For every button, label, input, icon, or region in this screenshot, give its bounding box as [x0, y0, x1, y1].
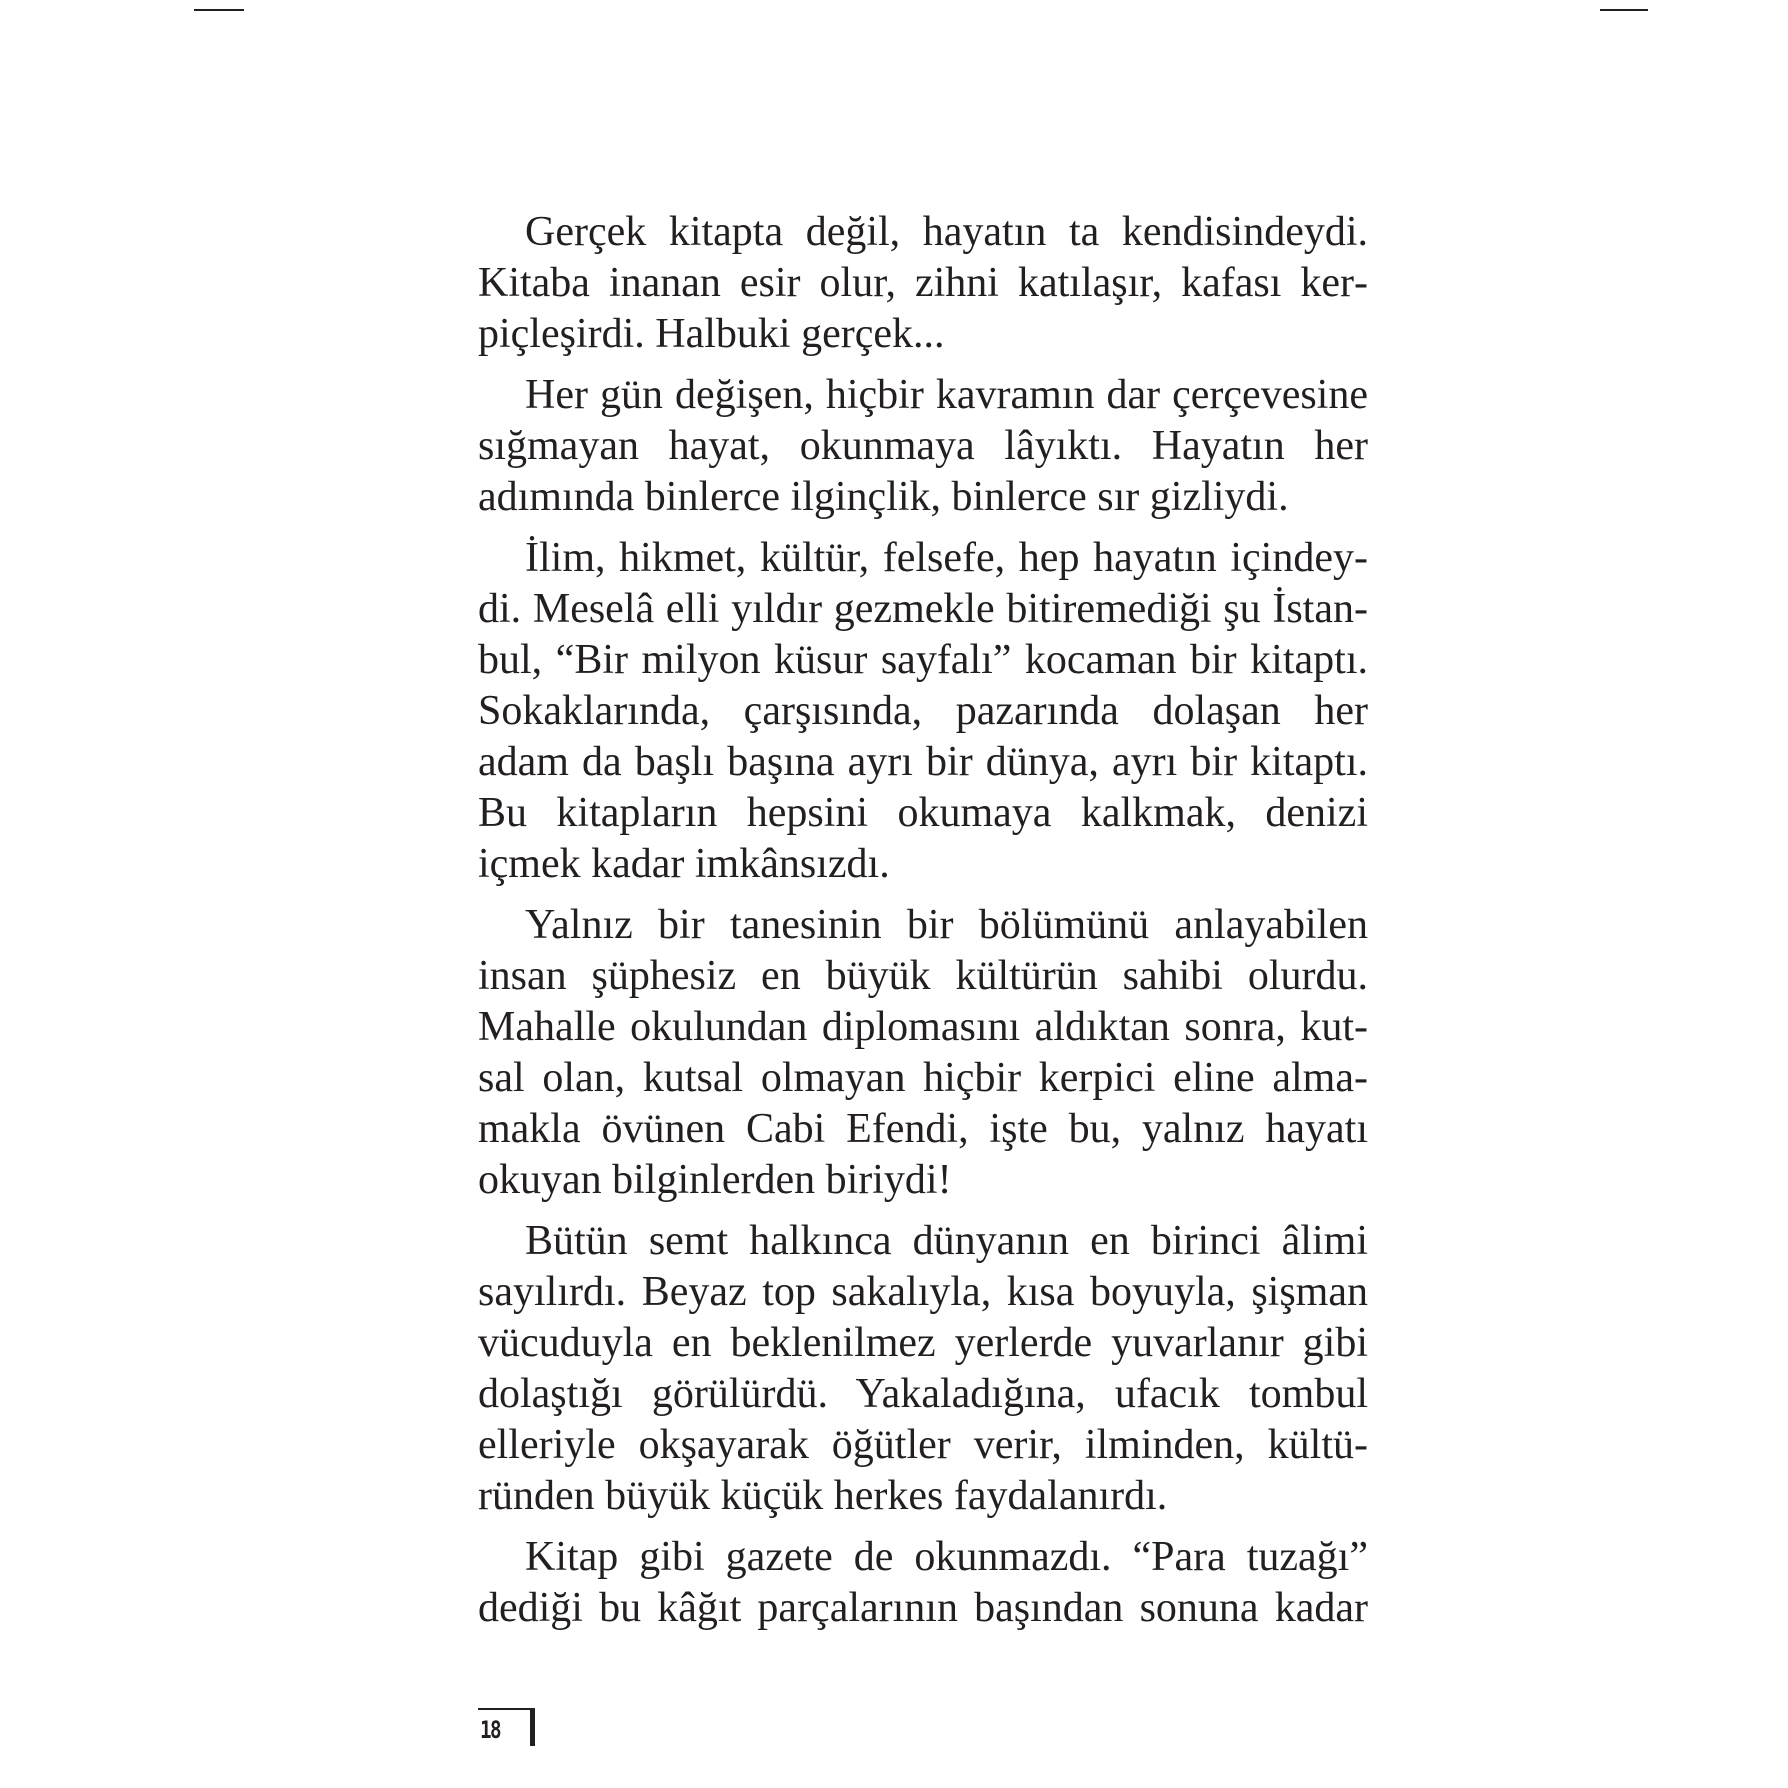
crop-mark-right: [1600, 9, 1648, 11]
folio-rule-top: [478, 1708, 530, 1710]
crop-mark-left: [194, 9, 244, 11]
paragraph: Bütün semt halkınca dünyanın en birinci âlimi sayılırdı. Beyaz top sakalıyla, kısa boyuyla, şişman vücuduyla en beklenilmez yerlerde yuvarlanır gibi dolaştığı görülürdü. Yakaladığına, ufacık tombul elleriyle okşayarak öğütler verir, ilminden, kültüründen büyük küçük herkes faydalanırdı.: [478, 1218, 1368, 1519]
paragraph: Yalnız bir tanesinin bir bölümünü anlayabilen insan şüphesiz en büyük kültürün sahibi olurdu. Mahalle okulundan diplomasını aldıktan sonra, kutsal olan, kutsal olmayan hiçbir kerpici eline almamakla övünen Cabi Efendi, işte bu, yalnız hayatı okuyan bilginlerden biriydi!: [478, 902, 1368, 1203]
paragraph: Kitap gibi gazete de okunmazdı. “Para tuzağı” dediği bu kâğıt parçalarının başından sonuna kadar: [478, 1534, 1368, 1631]
page-number: 18: [480, 1716, 500, 1744]
folio-rule-side: [530, 1708, 535, 1746]
body-text: [478, 207, 1368, 1644]
folio: [478, 1708, 534, 1748]
paragraph: İlim, hikmet, kültür, felsefe, hep hayatın içindeydi. Meselâ elli yıldır gezmekle bitiremediği şu İstanbul, “Bir milyon küsur sayfalı” kocaman bir kitaptı. Sokaklarında, çarşısında, pazarında dolaşan her adam da başlı başına ayrı bir dünya, ayrı bir kitaptı. Bu kitapların hepsini okumaya kalkmak, denizi içmek kadar imkânsızdı.: [478, 535, 1368, 887]
paragraph: Gerçek kitapta değil, hayatın ta kendisindeydi. Kitaba inanan esir olur, zihni katılaşır, kafası kerpiçleşirdi. Halbuki gerçek...: [478, 209, 1368, 357]
paragraph: Her gün değişen, hiçbir kavramın dar çerçevesine sığmayan hayat, okunmaya lâyıktı. Hayatın her adımında binlerce ilginçlik, binlerce sır gizliydi.: [478, 372, 1368, 520]
